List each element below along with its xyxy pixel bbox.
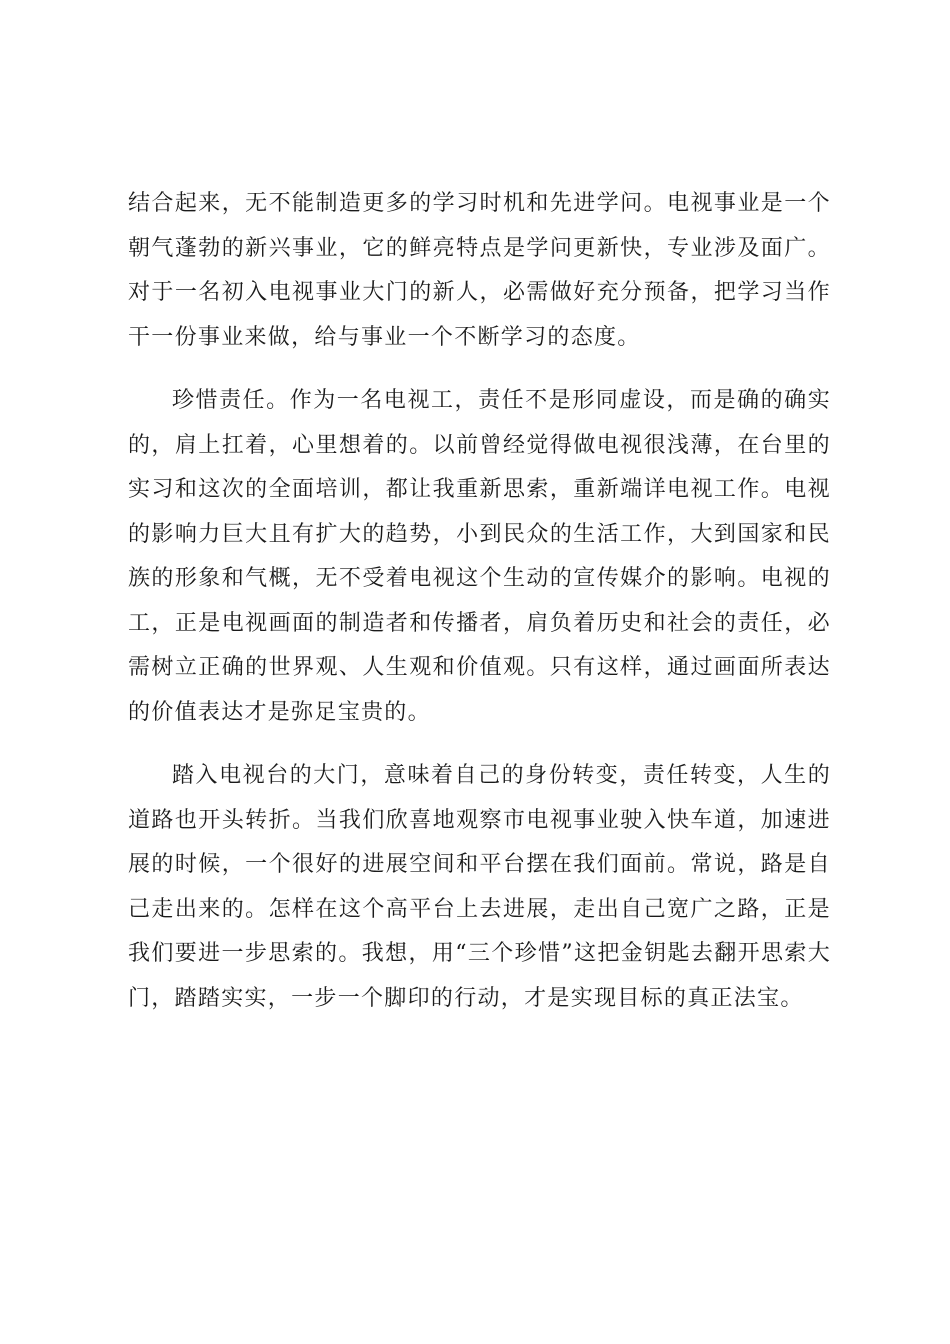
paragraph-entering-station: 踏入电视台的大门，意味着自己的身份转变，责任转变，人生的道路也开头转折。当我们欣喜地观察市电视事业驶入快车道，加速进展的时候，一个很好的进展空间和平台摆在我们面前。常说，路是自己走出来的。怎样在这个高平台上去进展，走出自己宽广之路，正是我们要进一步思索的。我想，用“三个珍惜”这把金钥匙去翻开思索大门，踏踏实实，一步一个脚印的行动，才是实现目标的真正法宝。 [128,763,831,1011]
paragraph-continuation: 结合起来，无不能制造更多的学习时机和先进学问。电视事业是一个朝气蓬勃的新兴事业，它的鲜亮特点是学问更新快，专业涉及面广。对于一名初入电视事业大门的新人，必需做好充分预备，把学习当作干一份事业来做，给与事业一个不断学习的态度。 [128,191,831,350]
document-body [128,182,831,1021]
paragraph-cherish-responsibility: 珍惜责任。作为一名电视工，责任不是形同虚设，而是确的确实的，肩上扛着，心里想着的。以前曾经觉得做电视很浅薄，在台里的实习和这次的全面培训，都让我重新思索，重新端详电视工作。电视的影响力巨大且有扩大的趋势，小到民众的生活工作，大到国家和民族的形象和气概，无不受着电视这个生动的宣传媒介的影响。电视的工，正是电视画面的制造者和传播者，肩负着历史和社会的责任，必需树立正确的世界观、人生观和价值观。只有这样，通过画面所表达的价值表达才是弥足宝贵的。 [128,388,831,725]
